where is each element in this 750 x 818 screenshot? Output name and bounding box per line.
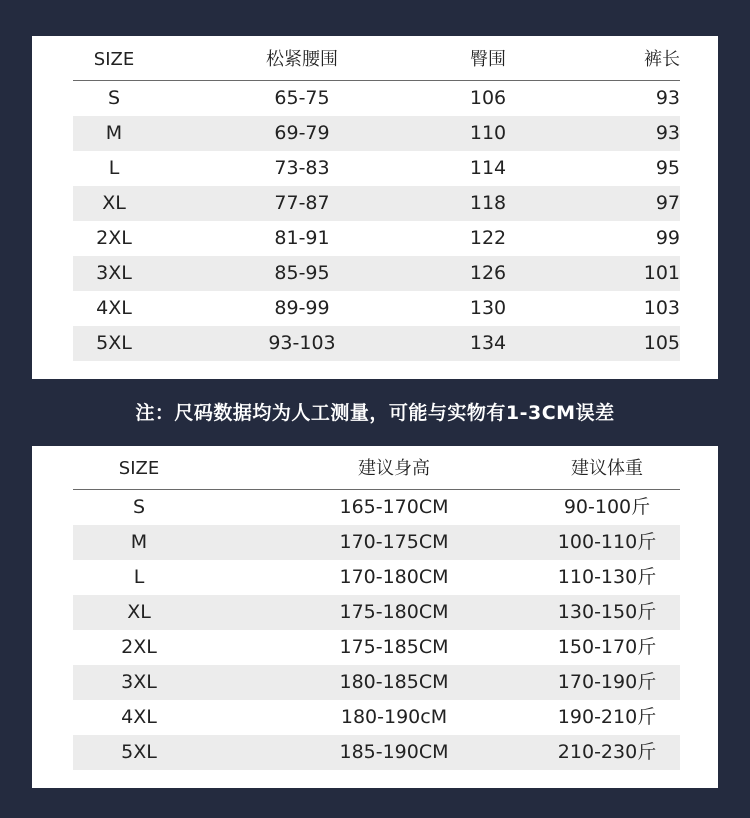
table-row	[73, 700, 680, 735]
table-cell: 190-210斤	[557, 706, 657, 728]
table-cell: S	[107, 87, 121, 109]
table-cell: 93	[655, 122, 680, 144]
table-cell: M	[105, 122, 123, 144]
table-cell: 3XL	[121, 671, 157, 693]
table-cell: 165-170CM	[339, 496, 449, 518]
column-header: SIZE	[118, 458, 160, 479]
table-cell: 99	[655, 227, 680, 249]
size-measurement-table	[73, 46, 680, 361]
table-header	[73, 455, 680, 490]
table-cell: 69-79	[274, 122, 330, 144]
table-row	[73, 81, 680, 116]
table-cell: 97	[655, 192, 680, 214]
table-row	[73, 665, 680, 700]
table-cell: 93-103	[268, 332, 336, 354]
table-cell: 105	[643, 332, 680, 354]
table-cell: 122	[469, 227, 507, 249]
table-cell: 90-100斤	[563, 496, 651, 518]
table-cell: 2XL	[121, 636, 157, 658]
table-cell: 110	[469, 122, 507, 144]
table-row	[73, 291, 680, 326]
table-cell: 95	[655, 157, 680, 179]
table-cell: 2XL	[96, 227, 132, 249]
table-cell: 210-230斤	[557, 741, 657, 763]
table-cell: 175-180CM	[339, 601, 449, 623]
table-cell: 100-110斤	[557, 531, 657, 553]
size-recommendation-card	[32, 446, 718, 788]
table-cell: 5XL	[96, 332, 132, 354]
table-cell: 150-170斤	[557, 636, 657, 658]
table-cell: 170-175CM	[339, 531, 449, 553]
table-cell: L	[108, 157, 120, 179]
column-header: 臀围	[470, 49, 506, 70]
table-row	[73, 630, 680, 665]
table-cell: 170-180CM	[339, 566, 449, 588]
table-cell: 85-95	[274, 262, 330, 284]
table-cell: 89-99	[274, 297, 330, 319]
table-cell: S	[132, 496, 146, 518]
table-cell: 103	[643, 297, 680, 319]
table-row	[73, 595, 680, 630]
table-cell: 3XL	[96, 262, 132, 284]
table-cell: 175-185CM	[339, 636, 449, 658]
table-row	[73, 256, 680, 291]
column-header: 建议体重	[571, 458, 643, 479]
table-row	[73, 186, 680, 221]
table-row	[73, 735, 680, 770]
table-row	[73, 560, 680, 595]
table-cell: XL	[127, 601, 151, 623]
table-cell: 4XL	[121, 706, 157, 728]
size-recommendation-table	[73, 455, 680, 770]
table-cell: 130	[469, 297, 507, 319]
table-cell: 110-130斤	[557, 566, 657, 588]
table-row	[73, 151, 680, 186]
table-cell: L	[133, 566, 145, 588]
table-row	[73, 326, 680, 361]
table-row	[73, 116, 680, 151]
column-header: 建议身高	[358, 458, 430, 479]
table-row	[73, 525, 680, 560]
column-header: 松紧腰围	[266, 49, 338, 70]
table-header	[73, 46, 680, 81]
table-cell: 93	[655, 87, 680, 109]
table-cell: 118	[469, 192, 507, 214]
table-row	[73, 221, 680, 256]
table-cell: 180-185CM	[339, 671, 449, 693]
table-cell: 106	[469, 87, 507, 109]
table-cell: 126	[469, 262, 507, 284]
table-cell: 170-190斤	[557, 671, 657, 693]
table-cell: 4XL	[96, 297, 132, 319]
table-row	[73, 490, 680, 525]
table-cell: XL	[102, 192, 126, 214]
table-cell: 5XL	[121, 741, 157, 763]
table-cell: 134	[469, 332, 507, 354]
table-cell: 180-190cM	[340, 706, 448, 728]
table-cell: 185-190CM	[339, 741, 449, 763]
table-cell: 73-83	[274, 157, 330, 179]
table-cell: 114	[469, 157, 507, 179]
measurement-note: 注：尺码数据均为人工测量，可能与实物有1-3CM误差	[135, 402, 615, 424]
column-header: SIZE	[93, 49, 135, 70]
table-cell: 77-87	[274, 192, 330, 214]
table-cell: M	[130, 531, 148, 553]
column-header: 裤长	[644, 49, 680, 70]
table-cell: 101	[643, 262, 680, 284]
table-cell: 65-75	[274, 87, 330, 109]
table-cell: 130-150斤	[557, 601, 657, 623]
table-cell: 81-91	[274, 227, 330, 249]
size-chart-card	[32, 36, 718, 379]
